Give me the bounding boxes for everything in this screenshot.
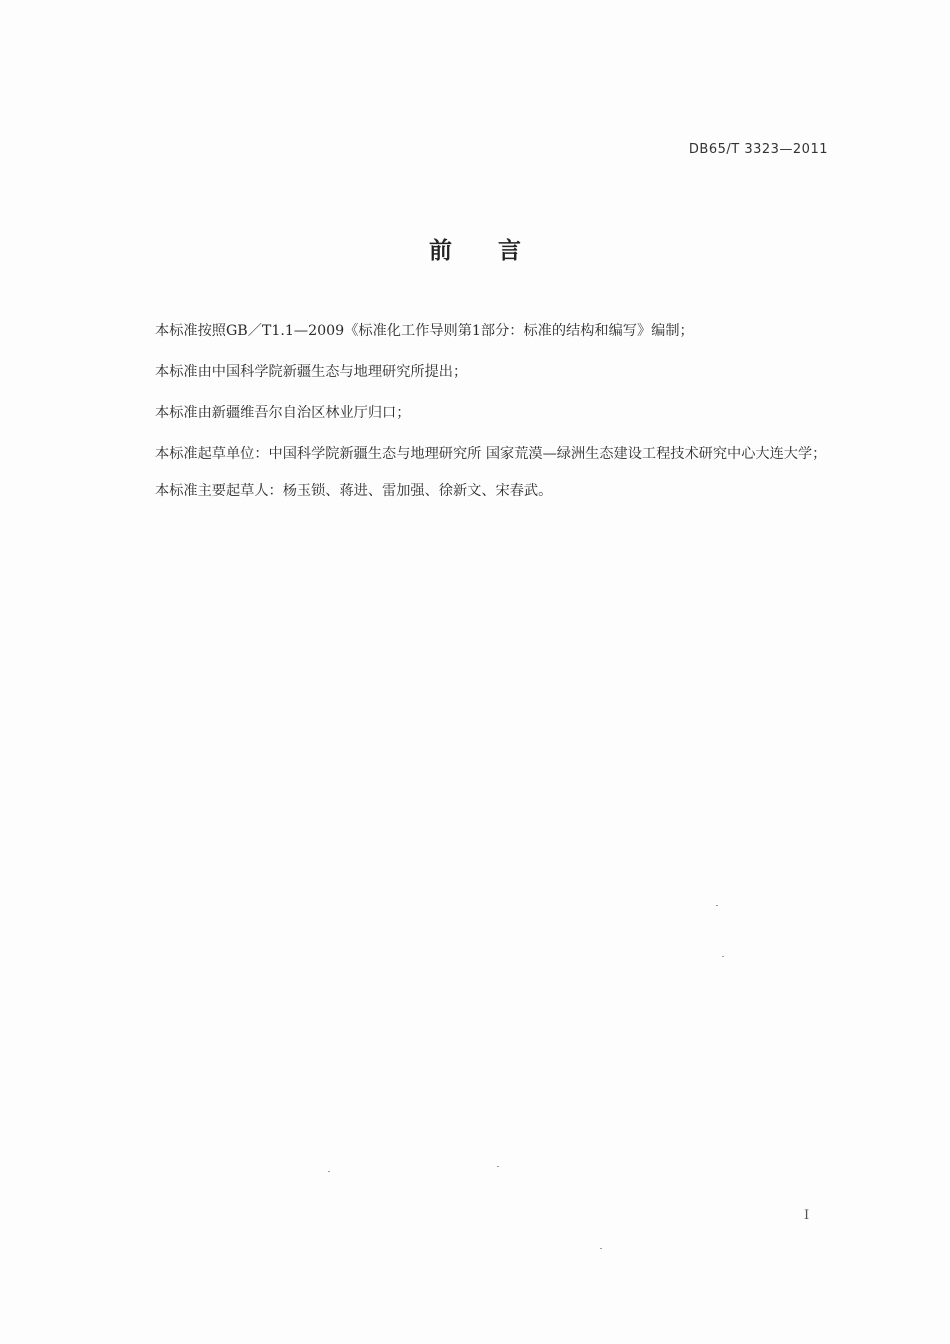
paragraph-drafters: 本标准主要起草人：杨玉锁、蒋进、雷加强、徐新文、宋春武。 (155, 483, 553, 499)
scan-speck (497, 1166, 499, 1167)
page-title: 前言 (429, 238, 567, 264)
scan-speck (716, 905, 718, 906)
foreword-body (123, 318, 833, 519)
paragraph-proposer: 本标准由中国科学院新疆生态与地理研究所提出； (155, 364, 468, 380)
scan-speck (328, 1171, 330, 1172)
paragraph-drafting-units: 本标准起草单位：中国科学院新疆生态与地理研究所 国家荒漠—绿洲生态建设工程技术研究中心大连大学； (155, 446, 827, 462)
paragraph-centralized: 本标准由新疆维吾尔自治区林业厅归口； (155, 405, 411, 421)
scan-speck (722, 956, 724, 957)
paragraph-basis: 本标准按照GB／T1.1—2009《标准化工作导则第1部分：标准的结构和编写》编制； (155, 323, 694, 339)
scan-speck (600, 1248, 602, 1249)
page-number: I (804, 1208, 810, 1223)
document-code: DB65/T 3323—2011 (688, 142, 828, 157)
